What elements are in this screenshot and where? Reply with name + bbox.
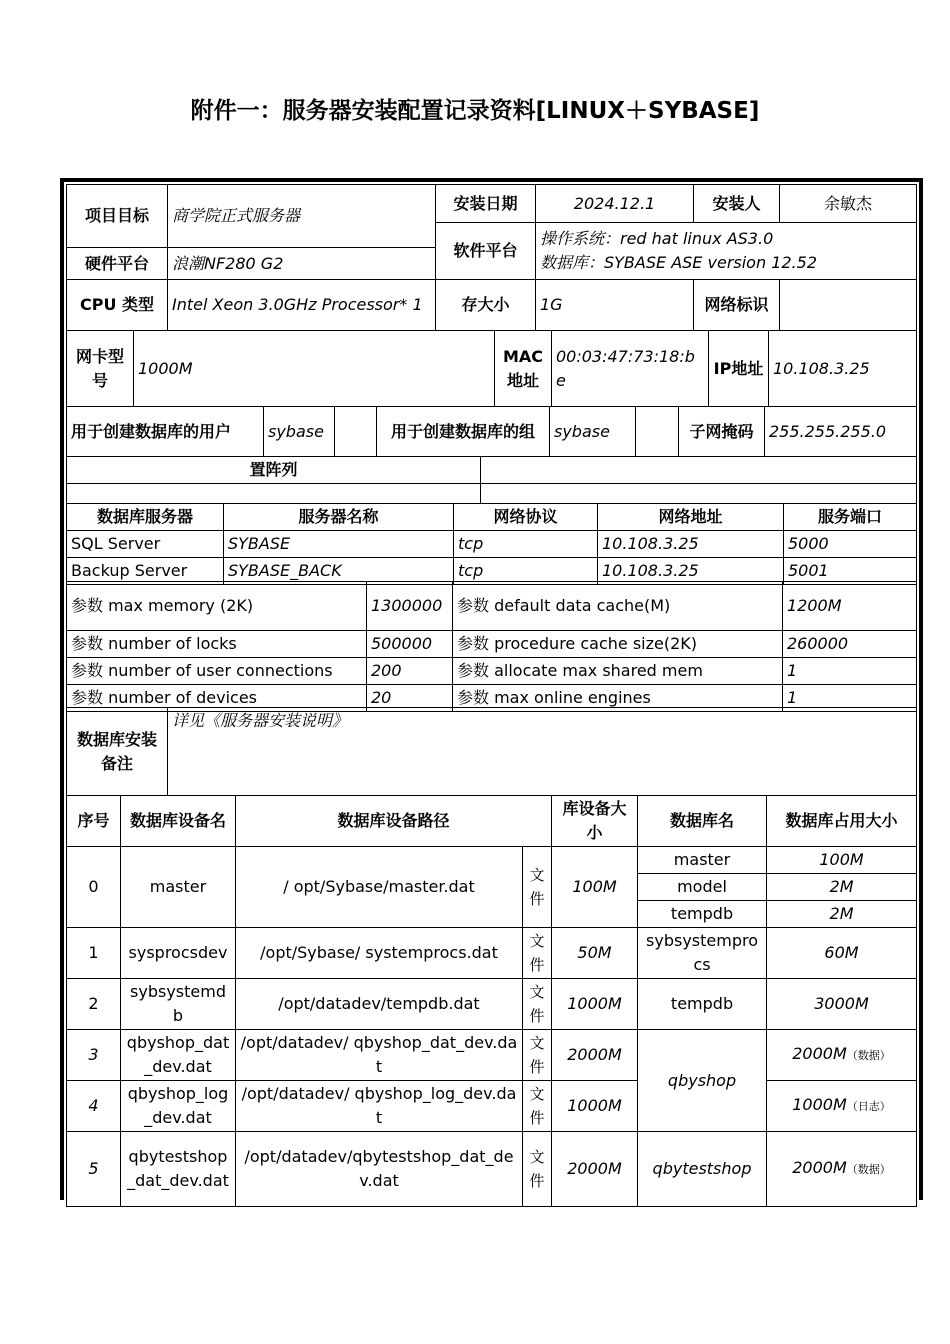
params-table [66,581,917,712]
device-size: 50M [552,928,638,979]
db-name: model [638,874,767,901]
device-seq: 4 [67,1081,121,1132]
db-size-cell [767,1132,917,1207]
table-row [67,928,917,979]
device-name: master [121,847,236,928]
db-group-blank [636,407,679,457]
raid-blank-right [481,484,917,504]
db-size-cell [767,1081,917,1132]
servers-header-type: 数据库服务器 [67,504,224,531]
device-seq: 0 [67,847,121,928]
hardware-value: 浪潮NF280 G2 [168,248,436,280]
table-row [67,847,917,874]
device-name: sybsystemdb [121,979,236,1030]
param-label: 参数 allocate max shared mem [453,658,783,685]
server-port: 5000 [784,531,917,558]
param-value: 260000 [783,631,917,658]
device-size: 1000M [552,979,638,1030]
subnet-value: 255.255.255.0 [765,407,917,457]
param-value: 200 [367,658,453,685]
devices-header-name: 数据库设备名 [121,796,236,847]
server-address: 10.108.3.25 [598,558,784,585]
notes-value: 详见《服务器安装说明》 [168,708,917,796]
param-label: 参数 number of locks [67,631,367,658]
software-db: 数据库：SYBASE ASE version 12.52 [540,253,817,272]
server-type: SQL Server [67,531,224,558]
servers-header-address: 网络地址 [598,504,784,531]
device-path: /opt/datadev/tempdb.dat [236,979,523,1030]
raid-label: 置阵列 [67,457,481,484]
server-address: 10.108.3.25 [598,531,784,558]
device-name: qbytestshop_dat_dev.dat [121,1132,236,1207]
servers-header-protocol: 网络协议 [454,504,598,531]
device-size: 1000M [552,1081,638,1132]
param-label: 参数 max memory (2K) [67,582,367,631]
table-row [67,979,917,1030]
device-path: /opt/Sybase/ systemprocs.dat [236,928,523,979]
devices-table [66,795,917,1207]
page-title: 附件一：服务器安装配置记录资料[LINUX＋SYBASE] [190,98,760,124]
server-port: 5001 [784,558,917,585]
table-row [67,1030,917,1081]
software-label: 软件平台 [436,223,536,280]
mac-label: MAC地址 [495,331,552,407]
db-name: tempdb [638,901,767,928]
db-name: master [638,847,767,874]
device-type: 文件 [523,1030,552,1081]
db-name: sybsystemprocs [638,928,767,979]
db-user-value: sybase [264,407,335,457]
db-size-note: （日志） [846,1100,891,1113]
device-path: / opt/Sybase/master.dat [236,847,523,928]
param-value: 20 [367,685,453,712]
device-seq: 1 [67,928,121,979]
device-type: 文件 [523,1132,552,1207]
raid-table [66,456,917,504]
devices-header-size: 库设备大小 [552,796,638,847]
servers-header-name: 服务器名称 [224,504,454,531]
param-value: 500000 [367,631,453,658]
net-id-label: 网络标识 [694,280,780,331]
table-row [67,1081,917,1132]
param-label: 参数 number of devices [67,685,367,712]
table-row [67,658,917,685]
device-type: 文件 [523,847,552,928]
db-user-label: 用于创建数据库的用户 [67,407,264,457]
install-date-label: 安装日期 [436,185,536,223]
device-seq: 5 [67,1132,121,1207]
db-size: 2M [767,874,917,901]
db-name: qbyshop [638,1030,767,1132]
devices-header-path: 数据库设备路径 [236,796,552,847]
db-user-blank [335,407,377,457]
db-size: 100M [767,847,917,874]
hardware-label: 硬件平台 [67,248,168,280]
db-size: 2M [767,901,917,928]
device-path: /opt/datadev/ qbyshop_dat_dev.dat [236,1030,523,1081]
device-path: /opt/datadev/ qbyshop_log_dev.dat [236,1081,523,1132]
param-label: 参数 procedure cache size(2K) [453,631,783,658]
db-size: 2000M [792,1158,847,1177]
software-value [536,223,917,280]
param-label: 参数 number of user connections [67,658,367,685]
device-name: qbyshop_log_dev.dat [121,1081,236,1132]
server-name: SYBASE_BACK [224,558,454,585]
net-id-value [780,280,917,331]
install-date-value: 2024.12.1 [536,185,694,223]
server-name: SYBASE [224,531,454,558]
db-name: tempdb [638,979,767,1030]
raid-blank-left [67,484,481,504]
db-size-cell [767,1030,917,1081]
devices-header-seq: 序号 [67,796,121,847]
device-path: /opt/datadev/qbytestshop_dat_dev.dat [236,1132,523,1207]
device-type: 文件 [523,979,552,1030]
param-value: 1200M [783,582,917,631]
device-size: 100M [552,847,638,928]
table-row [67,1132,917,1207]
notes-label: 数据库安装备注 [67,708,168,796]
devices-header-db-size: 数据库占用大小 [767,796,917,847]
db-size: 60M [767,928,917,979]
param-value: 1 [783,658,917,685]
nic-label: 网卡型号 [67,331,134,407]
subnet-label: 子网掩码 [679,407,765,457]
param-label: 参数 default data cache(M) [453,582,783,631]
table-row [67,582,917,631]
db-size: 1000M [792,1095,847,1114]
table-row [67,631,917,658]
device-seq: 2 [67,979,121,1030]
memory-label: 存大小 [436,280,536,331]
project-goal-label: 项目目标 [67,185,168,248]
db-group-value: sybase [550,407,636,457]
server-type: Backup Server [67,558,224,585]
param-value: 1 [783,685,917,712]
db-size: 2000M [792,1044,847,1063]
cpu-label: CPU 类型 [67,280,168,331]
device-name: sysprocsdev [121,928,236,979]
param-value: 1300000 [367,582,453,631]
ip-label: IP地址 [709,331,769,407]
installer-value: 余敏杰 [780,185,917,223]
ip-value: 10.108.3.25 [769,331,917,407]
device-type: 文件 [523,928,552,979]
servers-table [66,503,917,585]
device-seq: 3 [67,1030,121,1081]
device-size: 2000M [552,1030,638,1081]
mac-value: 00:03:47:73:18:be [552,331,709,407]
network-table [66,330,917,407]
installer-label: 安装人 [694,185,780,223]
raid-value [481,457,917,484]
db-name: qbytestshop [638,1132,767,1207]
db-size: 3000M [767,979,917,1030]
param-label: 参数 max online engines [453,685,783,712]
memory-value: 1G [536,280,694,331]
table-row [67,531,917,558]
project-goal-value: 商学院正式服务器 [168,185,436,248]
software-os: 操作系统：red hat linux AS3.0 [540,229,774,248]
db-size-note: （数据） [846,1163,891,1176]
db-size-note: （数据） [846,1049,891,1062]
cpu-value: Intel Xeon 3.0GHz Processor* 1 [168,280,436,331]
device-size: 2000M [552,1132,638,1207]
server-protocol: tcp [454,558,598,585]
notes-table [66,707,917,796]
device-name: qbyshop_dat_dev.dat [121,1030,236,1081]
db-user-table [66,406,917,457]
server-protocol: tcp [454,531,598,558]
servers-header-port: 服务端口 [784,504,917,531]
devices-header-db: 数据库名 [638,796,767,847]
device-type: 文件 [523,1081,552,1132]
db-group-label: 用于创建数据库的组 [377,407,550,457]
nic-value: 1000M [134,331,495,407]
basic-info-table [66,184,917,331]
